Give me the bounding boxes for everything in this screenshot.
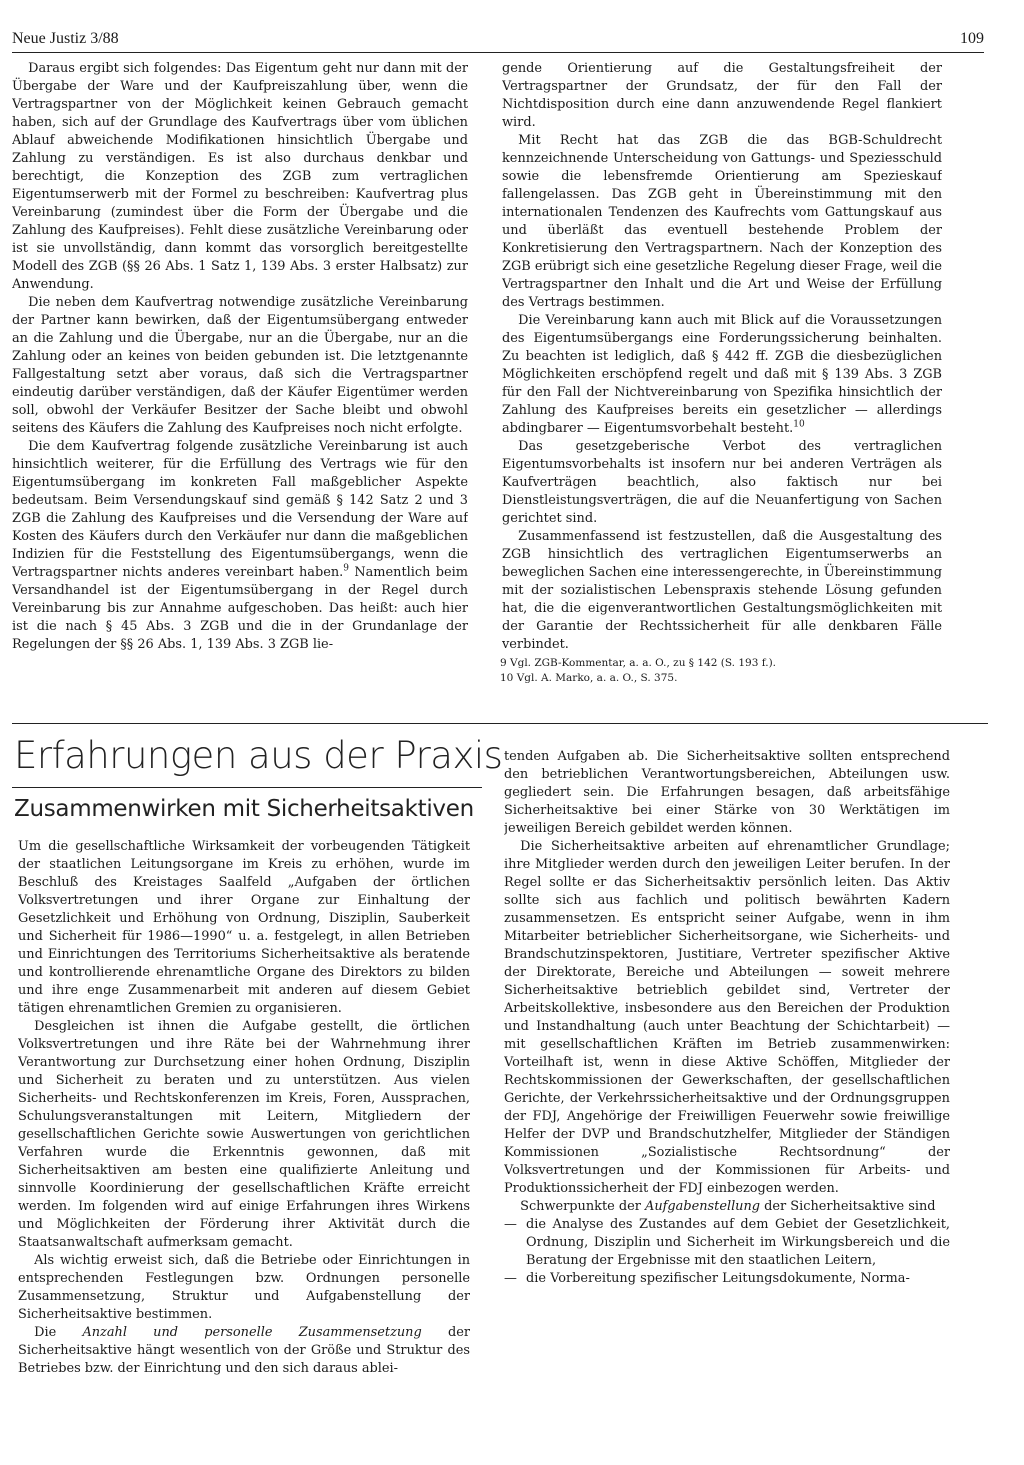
- list-item: [504, 1216, 950, 1270]
- paragraph: tenden Aufgaben ab. Die Sicherheitsaktive sollten entsprechend den betrieblichen Verantwortungsbereichen, Abteilungen usw. gegliedert sein. Die Erfahrungen besagen, daß arbeitsfähige Sicherheitsaktive bei einer Stärke von 30 Werktätigen im jeweiligen Bereich gebildet werden können.: [504, 749, 950, 836]
- paragraph: Die neben dem Kaufvertrag notwendige zusätzliche Vereinbarung der Partner kann bewirken, daß der Eigentumsübergang entweder an die Zahlung und die Übergabe, nur an die Übergabe, nur an die Zahlung oder an keines von beiden gebunden ist. Die letztgenannte Fallgestaltung setzt aber voraus, daß sich die Vertragspartner eindeutig darüber verständigen, daß der Käufer Eigentümer werden soll, obwohl der Verkäufer Besitzer der Sache bleibt und obwohl seitens des Käufers die Zahlung des Kaufpreises noch nicht erfolgte.: [12, 295, 468, 436]
- paragraph: [504, 1198, 950, 1216]
- section-heading: Erfahrungen aus der Praxis: [14, 734, 503, 777]
- emphasis: Anzahl und personelle Zusammensetzung: [82, 1325, 422, 1340]
- list-item-text: die Analyse des Zustandes auf dem Gebiet der Gesetzlichkeit, Ordnung, Disziplin und Sicherheit im Wirkungsbereich und die Beratung der Ergebnisse mit den staatlichen Leitern,: [526, 1217, 950, 1268]
- paragraph-text: Die Vereinbarung kann auch mit Blick auf die Voraussetzungen des Eigentumsübergangs eine Forderungssicherung beinhalten. Zu beachten ist lediglich, daß § 442 ff. ZGB die diesbezüglichen Möglichkeiten erschöpfend regelt und daß mit § 139 Abs. 3 ZGB für den Fall der Nichtvereinbarung von Spezifika hinsichtlich der Zahlung des Kaufpreises bereits ein gesetzlicher — allerdings abdingbarer — Eigentumsvorbehalt besteht.: [502, 313, 942, 436]
- header-rule: [12, 52, 984, 53]
- paragraph: Das gesetzgeberische Verbot des vertraglichen Eigentumsvorbehalts ist insofern nur bei anderen Verträgen als Kaufverträgen beachtlich, also faktisch nur bei Dienstleistungsverträgen, die auf die Neuanfertigung von Sachen gerichtet sind.: [502, 439, 942, 526]
- paragraph: [18, 1324, 470, 1378]
- paragraph: Zusammenfassend ist festzustellen, daß die Ausgestaltung des ZGB hinsichtlich des vertraglichen Eigentumserwerbs an beweglichen Sachen eine interessengerechte, in Übereinstimmung mit der sozialistischen Lebenspraxis stehende Lösung gefunden hat, die die eigenverantwortlichen Gestaltungsmöglichkeiten mit der Garantie der Rechtssicherheit für alle denkbaren Fälle verbindet.: [502, 529, 942, 652]
- list-item: [504, 1270, 950, 1288]
- paragraph-text: der Sicherheitsaktive sind: [760, 1199, 936, 1214]
- footnote-reference: 10: [793, 419, 805, 430]
- dash-bullet: —: [504, 1217, 517, 1232]
- column-top-left: [12, 60, 468, 690]
- paragraph: [502, 312, 942, 438]
- paragraph-text: Namentlich beim Versandhandel ist der Eigentumsübergang in der Regel durch Vereinbarung bis zur Annahme aufgeschoben. Das heißt: auch hier ist die nach § 45 Abs. 3 ZGB und die in der Grundanlage der Regelungen der §§ 26 Abs. 1, 139 Abs. 3 ZGB lie-: [12, 565, 468, 652]
- paragraph: Um die gesellschaftliche Wirksamkeit der vorbeugenden Tätigkeit der staatlichen Leitungsorgane im Kreis zu erhöhen, wurde im Beschluß des Kreistages Saalfeld „Aufgaben der örtlichen Volksvertretungen und ihrer Organe zur Einhaltung der Gesetzlichkeit und Erhöhung von Ordnung, Disziplin, Sauberkeit und Sicherheit für 1986—1990“ u. a. festgelegt, in allen Betrieben und Einrichtungen des Territoriums Sicherheitsaktive als beratende und kontrollierende ehrenamtliche Organe des Direktors zu bilden und ihre enge Zusammenarbeit mit anderen auf diesem Gebiet tätigen ehrenamtlichen Gremien zu organisieren.: [18, 839, 470, 1016]
- footnote: 10 Vgl. A. Marko, a. a. O., S. 375.: [500, 672, 678, 684]
- emphasis: Aufgabenstellung: [645, 1199, 761, 1214]
- footnote-reference: 9: [343, 563, 349, 574]
- paragraph: [12, 438, 468, 654]
- paragraph-text: Schwerpunkte der: [520, 1199, 646, 1214]
- paragraph-text: Die dem Kaufvertrag folgende zusätzliche Vereinbarung ist auch hinsichtlich weiterer, für die Erfüllung des Vertrags wie für den Eigentumsübergang im konkreten Fall maßgeblicher Aspekte bedeutsam. Beim Versendungskauf sind gemäß § 142 Satz 2 und 3 ZGB die Zahlung des Kaufpreises und die Versendung der Ware auf Kosten des Käufers durch den Verkäufer nur dann die maßgeblichen Indizien für die Feststellung des Eigentumsübergangs, wenn die Vertragspartner nichts anderes vereinbart haben.: [12, 439, 468, 580]
- footnotes: [500, 656, 940, 686]
- footnote: 9 Vgl. ZGB-Kommentar, a. a. O., zu § 142 (S. 193 f.).: [500, 657, 777, 669]
- section-heading-rule: [12, 787, 482, 788]
- list-item-text: die Vorbereitung spezifischer Leitungsdokumente, Norma-: [526, 1271, 910, 1286]
- page-header: [12, 30, 984, 56]
- page-number: 109: [960, 30, 984, 47]
- paragraph: gende Orientierung auf die Gestaltungsfreiheit der Vertragspartner der Grundsatz, der für den Fall der Nichtdisposition durch eine dann anzuwendende Regel flankiert wird.: [502, 61, 942, 130]
- paragraph: Desgleichen ist ihnen die Aufgabe gestellt, die örtlichen Volksvertretungen und ihre Räte bei der Wahrnehmung ihrer Verantwortung zur Durchsetzung einer hohen Ordnung, Disziplin und Sicherheit zu beraten und zu unterstützen. Aus vielen Sicherheits- und Rechtskonferenzen im Kreis, Foren, Aussprachen, Schulungsveranstaltungen mit Leitern, Mitgliedern der gesellschaftlichen Gerichte sowie Auswertungen von gerichtlichen Verfahren wurde die Erkenntnis gewonnen, daß mit Sicherheitsaktiven am besten eine qualifizierte Anleitung und sinnvolle Koordinierung der gesellschaftlichen Kräfte erreicht werden. Im folgenden wird auf einige Erfahrungen ihres Wirkens und Möglichkeiten der Förderung ihrer Aktivität durch die Staatsanwaltschaft aufmerksam gemacht.: [18, 1019, 470, 1250]
- journal-issue: Neue Justiz 3/88: [12, 30, 119, 47]
- paragraph-text: der Sicherheitsaktive hängt wesentlich von der Größe und Struktur des Betriebes bzw. der Einrichtung und den sich daraus ablei-: [18, 1325, 470, 1376]
- dash-bullet: —: [504, 1271, 517, 1286]
- column-bottom-left: [18, 838, 470, 1448]
- column-top-right: [502, 60, 942, 700]
- section-separator: [12, 723, 988, 724]
- column-bottom-right: [504, 748, 950, 1448]
- paragraph-text: Die: [34, 1325, 83, 1340]
- paragraph: Daraus ergibt sich folgendes: Das Eigentum geht nur dann mit der Übergabe der Ware und der Kaufpreiszahlung über, wenn die Vertragspartner von der Möglichkeit keinen Gebrauch gemacht haben, sich auf der Grundlage des Kaufvertrags über vom üblichen Ablauf abweichende Modifikationen hinsichtlich Übergabe und Zahlung zu verständigen. Es ist also durchaus denkbar und berechtigt, die Konzeption des ZGB zum vertraglichen Eigentumserwerb mit der Formel zu beschreiben: Kaufvertrag plus Vereinbarung (zumindest über die Form der Übergabe und die Zahlung des Kaufpreises). Fehlt diese zusätzliche Vereinbarung oder ist sie unvollständig, dann kommt das vorsorglich bereitgestellte Modell des ZGB (§§ 26 Abs. 1 Satz 1, 139 Abs. 3 erster Halbsatz) zur Anwendung.: [12, 61, 468, 292]
- article-title: Zusammenwirken mit Sicherheitsaktiven: [14, 796, 474, 822]
- paragraph: Mit Recht hat das ZGB die das BGB-Schuldrecht kennzeichnende Unterscheidung von Gattungs- und Speziesschuld sowie die lebensfremde Orientierung am Spezieskauf fallengelassen. Das ZGB geht in Übereinstimmung mit den internationalen Tendenzen des Kaufrechts vom Gattungskauf aus und überläßt das eventuell bestehende Problem der Konkretisierung den Vertragspartnern. Nach der Konzeption des ZGB erübrigt sich eine gesetzliche Regelung dieser Frage, weil die Vertragspartner den Inhalt und die Art und Weise der Erfüllung des Vertrags bestimmen.: [502, 133, 942, 310]
- paragraph: Die Sicherheitsaktive arbeiten auf ehrenamtlicher Grundlage; ihre Mitglieder werden durch den jeweiligen Leiter berufen. In der Regel sollte er das Sicherheitsaktiv persönlich leiten. Das Aktiv sollte sich aus fachlich und politisch bewährten Kadern zusammensetzen. Es entspricht seiner Aufgabe, wenn in ihm Mitarbeiter betrieblicher Sicherheitsorgane, wie Sicherheits- und Brandschutzinspektoren, Justitiare, Vertreter spezifischer Aktive der Direktorate, Bereiche und Abteilungen — soweit mehrere Sicherheitsaktive betrieblich gebildet sind, Vertreter der Arbeitskollektive, insbesondere aus den Bereichen der Produktion und Instandhaltung (auch unter Beachtung der Schichtarbeit) — mit gesellschaftlichen Kräften im Betrieb zusammenwirken: Vorteilhaft ist, wenn in diese Aktive Schöffen, Mitglieder der Rechtskommissionen der Gewerkschaften, der gesellschaftlichen Gerichte, der Verkehrssicherheitsaktive und der Ordnungsgruppen der FDJ, Angehörige der Freiwilligen Feuerwehr sowie freiwillige Helfer der DVP und Brandschutzhelfer, Mitglieder der Ständigen Kommissionen „Sozialistische Rechtsordnung“ der Volksvertretungen und der Kommissionen für Arbeits- und Produktionssicherheit der FDJ einbezogen werden.: [504, 839, 950, 1196]
- paragraph: Als wichtig erweist sich, daß die Betriebe oder Einrichtungen in entsprechenden Festlegungen bzw. Ordnungen personelle Zusammensetzung, Struktur und Aufgabenstellung der Sicherheitsaktive bestimmen.: [18, 1253, 470, 1322]
